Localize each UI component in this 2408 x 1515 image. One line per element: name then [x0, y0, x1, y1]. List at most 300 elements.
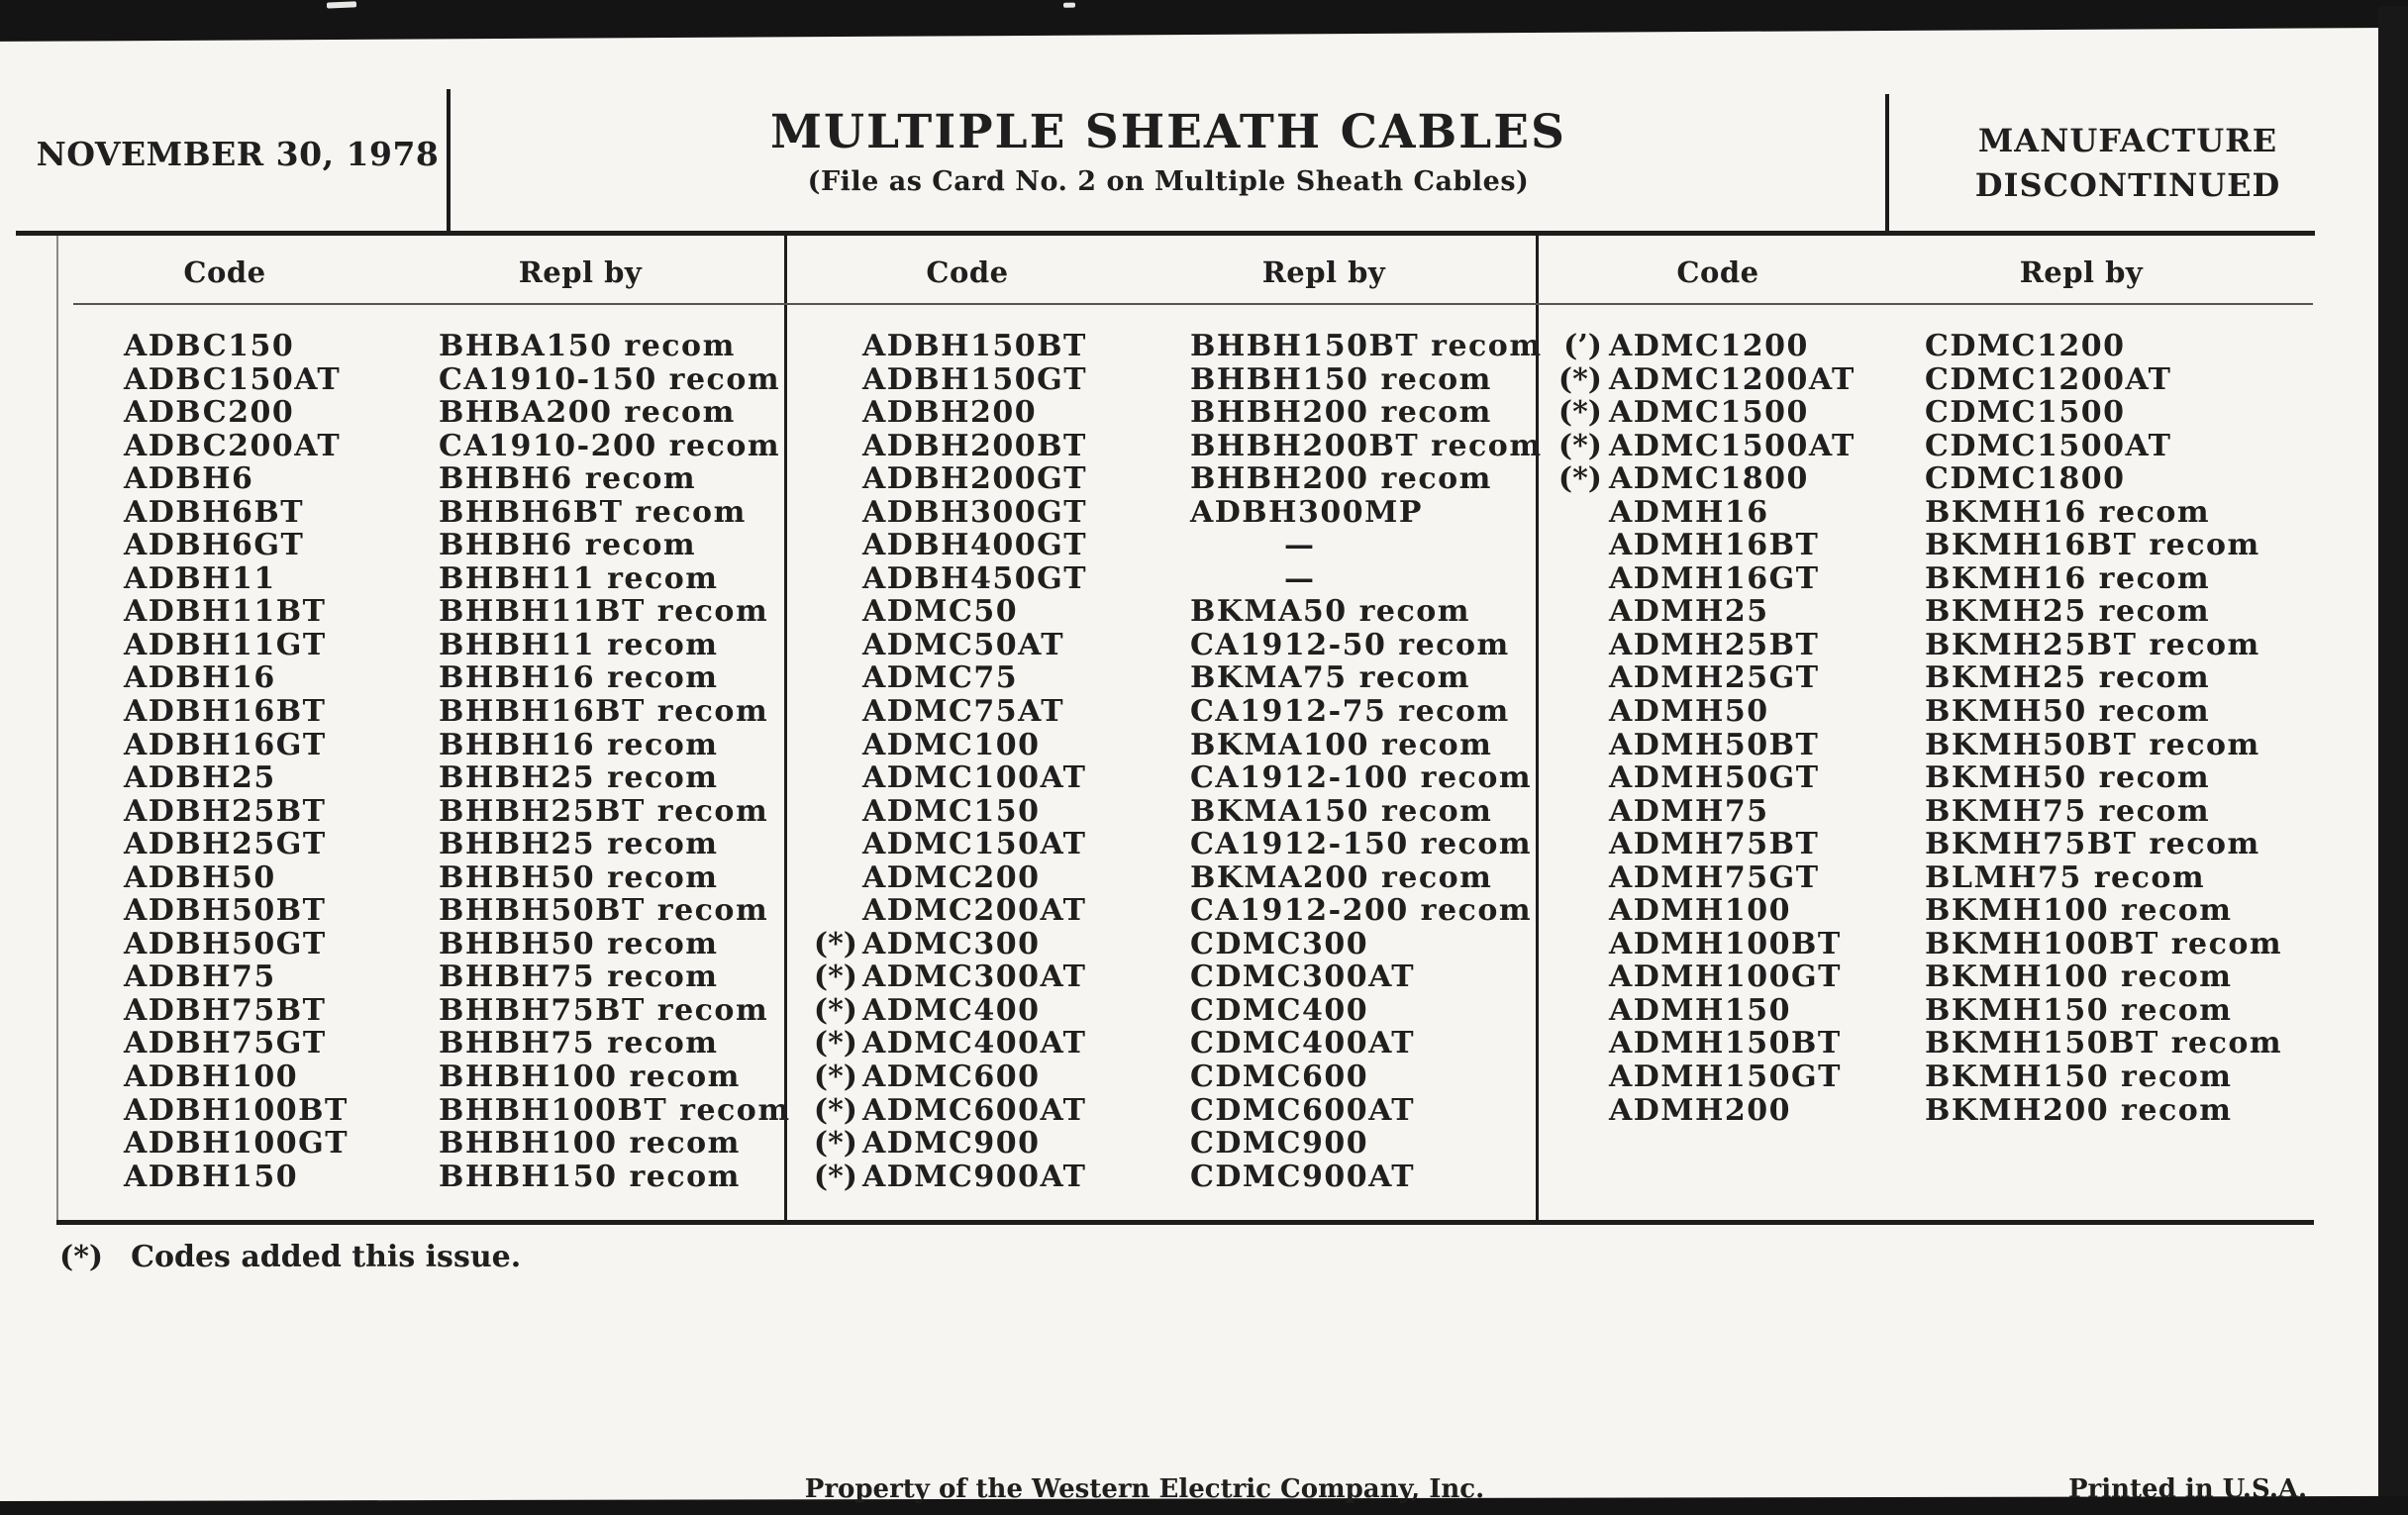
table-row — [69, 894, 782, 928]
footnote-marker: (*) — [59, 1240, 104, 1274]
status-line-1: MANUFACTURE — [1977, 122, 2278, 159]
code-cell: ADBH50BT — [124, 893, 327, 929]
repl-cell: CDMC400 — [1190, 992, 1369, 1028]
table-row — [787, 629, 1535, 662]
repl-cell: CA1912-50 recom — [1190, 627, 1510, 662]
row-prefix-marker — [1540, 496, 1609, 530]
footer-printed-in: Printed in U.S.A. — [2068, 1474, 2308, 1504]
table-row — [69, 529, 782, 562]
table-row — [787, 861, 1535, 895]
row-prefix-marker — [1540, 629, 1609, 662]
repl-cell: BHBH200BT recom — [1190, 428, 1543, 463]
repl-cell: CDMC600AT — [1190, 1092, 1416, 1128]
table-row — [787, 363, 1535, 397]
row-prefix-marker — [787, 430, 862, 463]
row-prefix-marker — [1540, 1027, 1609, 1060]
row-prefix-marker — [787, 363, 862, 397]
row-prefix-marker: (*) — [1557, 395, 1602, 431]
code-cell: ADBH16 — [124, 660, 276, 696]
footnote — [59, 1240, 521, 1274]
repl-cell: BHBH150 recom — [439, 1159, 741, 1194]
repl-cell: ADBH300MP — [1190, 494, 1423, 530]
table-row — [1540, 928, 2307, 961]
repl-cell: BKMH150 recom — [1925, 1060, 2233, 1095]
code-cell: ADBH16BT — [124, 694, 327, 730]
row-prefix-marker — [787, 661, 862, 695]
row-prefix-marker — [69, 595, 124, 629]
row-prefix-marker: (*) — [813, 960, 857, 995]
table-row — [1540, 795, 2307, 829]
code-cell: ADBH11 — [124, 560, 276, 596]
issue-date: NOVEMBER 30, 1978 — [36, 135, 440, 173]
table-row — [1540, 595, 2307, 629]
repl-cell: CA1912-100 recom — [1190, 760, 1533, 796]
table-row — [69, 761, 782, 795]
col-header-code-1: Code — [183, 255, 266, 289]
row-prefix-marker — [787, 795, 862, 829]
row-prefix-marker — [69, 695, 124, 729]
row-prefix-marker — [1540, 661, 1609, 695]
code-cell: ADBH6BT — [124, 494, 305, 530]
table-row — [787, 994, 1535, 1028]
repl-cell: BKMH25 recom — [1925, 660, 2211, 696]
code-cell: ADBH150 — [124, 1159, 299, 1194]
code-cell: ADMC75AT — [862, 694, 1065, 730]
row-prefix-marker — [787, 396, 862, 430]
table-row — [69, 1027, 782, 1060]
repl-cell: BKMA100 recom — [1190, 727, 1493, 762]
code-cell: ADMC400AT — [862, 1026, 1087, 1061]
code-cell: ADBH100GT — [124, 1126, 350, 1162]
repl-cell: BKMH16 recom — [1925, 560, 2211, 596]
repl-cell: BKMA200 recom — [1190, 859, 1493, 895]
table-row — [1540, 861, 2307, 895]
row-prefix-marker — [787, 695, 862, 729]
repl-cell: BHBH100 recom — [439, 1126, 741, 1162]
row-prefix-marker — [787, 828, 862, 861]
table-row — [787, 894, 1535, 928]
row-prefix-marker — [69, 529, 124, 562]
code-cell: ADMC150AT — [862, 827, 1087, 862]
table-row — [1540, 396, 2307, 430]
code-cell: ADMC150 — [862, 793, 1041, 829]
code-cell: ADBH200BT — [862, 428, 1087, 463]
repl-cell: CDMC1200AT — [1925, 361, 2172, 397]
code-cell: ADMC1800 — [1609, 461, 1809, 497]
repl-cell: BHBH100 recom — [439, 1060, 741, 1095]
row-prefix-marker — [787, 330, 862, 363]
table-row — [69, 562, 782, 596]
table-row — [1540, 761, 2307, 795]
table-row — [69, 629, 782, 662]
code-cell: ADBH50 — [124, 859, 276, 895]
code-cell: ADMH75BT — [1609, 827, 1820, 862]
table-group-3 — [1540, 330, 2307, 1127]
table-row — [69, 729, 782, 762]
scan-artifact — [327, 1, 356, 8]
row-prefix-marker — [69, 363, 124, 397]
code-cell: ADBH11GT — [124, 627, 327, 662]
table-row — [787, 1094, 1535, 1128]
repl-cell: BKMH100BT recom — [1925, 926, 2283, 961]
code-cell: ADMC400 — [862, 992, 1041, 1028]
table-row — [787, 1161, 1535, 1194]
code-cell: ADMH16GT — [1609, 560, 1820, 596]
table-row — [787, 695, 1535, 729]
repl-cell: BHBH6 recom — [439, 461, 697, 497]
row-prefix-marker — [1540, 729, 1609, 762]
footnote-text: Codes added this issue. — [131, 1240, 522, 1274]
row-prefix-marker: (*) — [813, 1092, 857, 1128]
table-row — [69, 330, 782, 363]
code-cell: ADMH75 — [1609, 793, 1769, 829]
code-cell: ADBH25 — [124, 760, 276, 796]
repl-cell: BHBH11BT recom — [439, 594, 769, 630]
table-row — [1540, 629, 2307, 662]
table-row — [787, 960, 1535, 994]
code-cell: ADBH6 — [124, 461, 254, 497]
repl-cell: BHBH50 recom — [439, 859, 719, 895]
repl-cell: BKMH100 recom — [1925, 960, 2233, 995]
repl-cell: BHBH16BT recom — [439, 694, 769, 730]
row-prefix-marker — [787, 761, 862, 795]
code-cell: ADBH16GT — [124, 727, 327, 762]
col-header-code-2: Code — [926, 255, 1009, 289]
row-prefix-marker — [1540, 994, 1609, 1028]
code-cell: ADMH200 — [1609, 1092, 1791, 1128]
repl-cell: CDMC1800 — [1925, 461, 2126, 497]
table-row — [69, 661, 782, 695]
table-row — [1540, 363, 2307, 397]
code-cell: ADBH25GT — [124, 827, 327, 862]
repl-cell: BHBA200 recom — [439, 395, 736, 431]
repl-cell: CA1910-200 recom — [439, 428, 781, 463]
table-row — [787, 828, 1535, 861]
row-prefix-marker — [69, 661, 124, 695]
repl-cell: BHBH25 recom — [439, 827, 719, 862]
row-prefix-marker — [787, 629, 862, 662]
repl-cell: BHBA150 recom — [439, 329, 736, 363]
table-row — [787, 428, 1543, 463]
row-prefix-marker — [1540, 795, 1609, 829]
table-row — [69, 695, 782, 729]
table-row — [1540, 894, 2307, 928]
table-row — [787, 795, 1535, 829]
repl-cell: BHBH75 recom — [439, 1026, 719, 1061]
table-left-border — [56, 236, 58, 1222]
repl-cell: CDMC400AT — [1190, 1026, 1416, 1061]
row-prefix-marker — [787, 729, 862, 762]
code-cell: ADMC300AT — [862, 960, 1087, 995]
code-cell: ADMH100GT — [1609, 960, 1842, 995]
repl-cell: BKMH50 recom — [1925, 694, 2211, 730]
column-separator-2 — [1536, 236, 1539, 1223]
repl-cell: BHBH11 recom — [439, 560, 719, 596]
row-prefix-marker — [1540, 828, 1609, 861]
repl-cell: BHBH100BT recom — [439, 1092, 791, 1128]
repl-cell: CA1910-150 recom — [439, 361, 781, 397]
code-cell: ADBH150GT — [862, 361, 1088, 397]
repl-cell: BKMH150BT recom — [1925, 1026, 2283, 1061]
table-row — [787, 396, 1535, 430]
status-block — [1889, 119, 2366, 208]
repl-cell: CA1912-75 recom — [1190, 694, 1510, 730]
table-row — [1540, 1060, 2307, 1094]
code-cell: ADBH450GT — [862, 560, 1088, 596]
repl-cell: — — [1284, 560, 1314, 596]
scan-border-top — [0, 0, 2408, 42]
repl-cell: BHBH50 recom — [439, 926, 719, 961]
header-divider-left — [447, 89, 451, 234]
code-cell: ADBC200AT — [124, 428, 342, 463]
row-prefix-marker — [1540, 960, 1609, 994]
code-cell: ADMH150BT — [1609, 1026, 1842, 1061]
header-rule — [16, 231, 2315, 236]
row-prefix-marker — [69, 562, 124, 596]
col-header-code-3: Code — [1676, 255, 1759, 289]
code-cell: ADMH50GT — [1609, 760, 1820, 796]
row-prefix-marker — [1540, 695, 1609, 729]
code-cell: ADBH75 — [124, 960, 276, 995]
table-row — [787, 595, 1535, 629]
table-row — [787, 661, 1535, 695]
code-cell: ADBC200 — [124, 395, 295, 431]
code-cell: ADMH16BT — [1609, 528, 1820, 563]
title-block — [452, 105, 1885, 202]
code-cell: ADMC1500AT — [1609, 428, 1856, 463]
row-prefix-marker — [69, 994, 124, 1028]
table-row — [1540, 695, 2307, 729]
repl-cell: BHBH25BT recom — [439, 793, 769, 829]
code-cell: ADBH150BT — [862, 329, 1087, 363]
table-row — [69, 1092, 791, 1128]
code-cell: ADMC600 — [862, 1060, 1041, 1095]
table-row — [1540, 430, 2307, 463]
table-row — [787, 329, 1543, 363]
repl-cell: — — [1284, 528, 1314, 563]
code-cell: ADMH150 — [1609, 992, 1791, 1028]
code-cell: ADMH100 — [1609, 893, 1791, 929]
repl-cell: BKMH50BT recom — [1925, 727, 2260, 762]
code-cell: ADMC300 — [862, 926, 1041, 961]
code-cell: ADMC600AT — [862, 1092, 1087, 1128]
code-cell: ADMC1200 — [1609, 329, 1809, 363]
repl-cell: BKMH75BT recom — [1925, 827, 2260, 862]
table-row — [787, 928, 1535, 961]
table-row — [69, 1127, 782, 1161]
table-row — [1540, 330, 2307, 363]
table-row — [69, 795, 782, 829]
repl-cell: BHBH75 recom — [439, 960, 719, 995]
row-prefix-marker — [787, 861, 862, 895]
code-cell: ADBH400GT — [862, 528, 1088, 563]
repl-cell: BHBH75BT recom — [439, 992, 769, 1028]
code-cell: ADBH75BT — [124, 992, 327, 1028]
table-row — [69, 430, 782, 463]
repl-cell: BHBH150 recom — [1190, 361, 1492, 397]
scan-artifact — [1063, 3, 1075, 8]
code-cell: ADBH25BT — [124, 793, 327, 829]
repl-cell: BKMH25 recom — [1925, 594, 2211, 630]
repl-cell: BKMH150 recom — [1925, 992, 2233, 1028]
table-row — [69, 960, 782, 994]
page-subtitle: (File as Card No. 2 on Multiple Sheath Cables) — [807, 166, 1530, 197]
table-row — [69, 1161, 782, 1194]
row-prefix-marker — [69, 462, 124, 496]
code-cell: ADMH16 — [1609, 494, 1769, 530]
code-cell: ADBH200GT — [862, 461, 1088, 497]
code-cell: ADMH25 — [1609, 594, 1769, 630]
table-row — [1540, 462, 2307, 496]
code-cell: ADBH75GT — [124, 1026, 327, 1061]
repl-cell: CA1912-200 recom — [1190, 893, 1533, 929]
code-cell: ADMC50AT — [862, 627, 1065, 662]
row-prefix-marker — [69, 928, 124, 961]
code-cell: ADBC150AT — [124, 361, 342, 397]
code-cell: ADMC1200AT — [1609, 361, 1856, 397]
page-title: MULTIPLE SHEATH CABLES — [770, 105, 1566, 159]
repl-cell: CDMC300AT — [1190, 960, 1416, 995]
code-cell: ADMC100AT — [862, 760, 1087, 796]
repl-cell: BKMH200 recom — [1925, 1092, 2233, 1128]
repl-cell: CA1912-150 recom — [1190, 827, 1533, 862]
repl-cell: CDMC900AT — [1190, 1159, 1416, 1194]
row-prefix-marker — [1540, 928, 1609, 961]
row-prefix-marker — [1540, 894, 1609, 928]
table-row — [1540, 529, 2307, 562]
code-cell: ADBC150 — [124, 329, 295, 363]
row-prefix-marker — [69, 828, 124, 861]
repl-cell: CDMC1500AT — [1925, 428, 2172, 463]
code-cell: ADMH75GT — [1609, 859, 1820, 895]
repl-cell: BKMA50 recom — [1190, 594, 1471, 630]
code-cell: ADMC1500 — [1609, 395, 1809, 431]
column-header-underline — [73, 303, 2313, 305]
table-row — [1540, 661, 2307, 695]
repl-cell: BKMH25BT recom — [1925, 627, 2260, 662]
code-cell: ADBH200 — [862, 395, 1038, 431]
repl-cell: BHBH6BT recom — [439, 494, 747, 530]
row-prefix-marker: (*) — [813, 1026, 857, 1061]
row-prefix-marker: (*) — [813, 1159, 857, 1194]
row-prefix-marker — [69, 330, 124, 363]
row-prefix-marker — [69, 629, 124, 662]
row-prefix-marker — [787, 595, 862, 629]
row-prefix-marker — [69, 396, 124, 430]
code-cell: ADMH50 — [1609, 694, 1769, 730]
repl-cell: CDMC600 — [1190, 1060, 1369, 1095]
table-row — [787, 562, 1535, 596]
table-row — [69, 595, 782, 629]
row-prefix-marker — [69, 1027, 124, 1060]
repl-cell: BKMH16BT recom — [1925, 528, 2260, 563]
repl-cell: BKMA75 recom — [1190, 660, 1471, 696]
table-row — [787, 1027, 1535, 1060]
code-cell: ADBH100 — [124, 1060, 299, 1095]
row-prefix-marker — [69, 960, 124, 994]
repl-cell: BKMH75 recom — [1925, 793, 2211, 829]
row-prefix-marker — [1540, 861, 1609, 895]
repl-cell: BHBH150BT recom — [1190, 329, 1543, 363]
table-row — [787, 496, 1535, 530]
status-line-2: DISCONTINUED — [1974, 166, 2281, 204]
repl-cell: BHBH25 recom — [439, 760, 719, 796]
code-cell: ADMH25BT — [1609, 627, 1820, 662]
repl-cell: BKMA150 recom — [1190, 793, 1493, 829]
scan-border-right — [2378, 6, 2408, 1515]
table-row — [69, 928, 782, 961]
row-prefix-marker: (*) — [1557, 461, 1602, 497]
repl-cell: BKMH100 recom — [1925, 893, 2233, 929]
row-prefix-marker: (*) — [813, 1060, 857, 1095]
row-prefix-marker — [1540, 529, 1609, 562]
row-prefix-marker — [69, 1161, 124, 1194]
row-prefix-marker: (*) — [1557, 428, 1602, 463]
repl-cell: BKMH16 recom — [1925, 494, 2211, 530]
row-prefix-marker — [69, 729, 124, 762]
row-prefix-marker — [787, 894, 862, 928]
row-prefix-marker — [69, 496, 124, 530]
repl-cell: CDMC1500 — [1925, 395, 2126, 431]
table-row — [1540, 994, 2307, 1028]
row-prefix-marker — [69, 1060, 124, 1094]
repl-cell: CDMC900 — [1190, 1126, 1369, 1162]
code-cell: ADMC50 — [862, 594, 1019, 630]
repl-cell: BHBH11 recom — [439, 627, 719, 662]
code-cell: ADBH100BT — [124, 1092, 349, 1128]
table-row — [1540, 1027, 2307, 1060]
row-prefix-marker — [69, 795, 124, 829]
row-prefix-marker — [69, 430, 124, 463]
row-prefix-marker — [69, 761, 124, 795]
repl-cell: CDMC1200 — [1925, 329, 2126, 363]
row-prefix-marker: (*) — [813, 1126, 857, 1162]
table-row — [1540, 729, 2307, 762]
repl-cell: BHBH200 recom — [1190, 395, 1492, 431]
code-cell: ADMH25GT — [1609, 660, 1820, 696]
row-prefix-marker: (*) — [813, 926, 857, 961]
code-cell: ADMH50BT — [1609, 727, 1820, 762]
table-row — [69, 994, 782, 1028]
row-prefix-marker — [787, 529, 862, 562]
table-row — [1540, 960, 2307, 994]
row-prefix-marker — [787, 462, 862, 496]
code-cell: ADMC900 — [862, 1126, 1041, 1162]
row-prefix-marker — [1540, 1060, 1609, 1094]
code-cell: ADMC100 — [862, 727, 1041, 762]
row-prefix-marker — [1540, 562, 1609, 596]
code-cell: ADBH6GT — [124, 528, 305, 563]
table-row — [787, 462, 1535, 496]
row-prefix-marker — [69, 1127, 124, 1161]
table-group-2 — [787, 329, 1543, 1194]
repl-cell: BHBH50BT recom — [439, 893, 769, 929]
table-row — [787, 761, 1535, 795]
row-prefix-marker — [69, 1094, 124, 1128]
code-cell: ADMC200 — [862, 859, 1041, 895]
repl-cell: BHBH200 recom — [1190, 461, 1492, 497]
table-row — [69, 363, 782, 397]
repl-cell: BHBH16 recom — [439, 660, 719, 696]
col-header-repl-2: Repl by — [1261, 255, 1386, 289]
table-row — [69, 396, 782, 430]
table-row — [69, 1060, 782, 1094]
table-row — [1540, 828, 2307, 861]
row-prefix-marker: (’) — [1563, 329, 1602, 363]
code-cell: ADMC75 — [862, 660, 1019, 696]
repl-cell: BHBH16 recom — [439, 727, 719, 762]
table-row — [787, 1060, 1535, 1094]
